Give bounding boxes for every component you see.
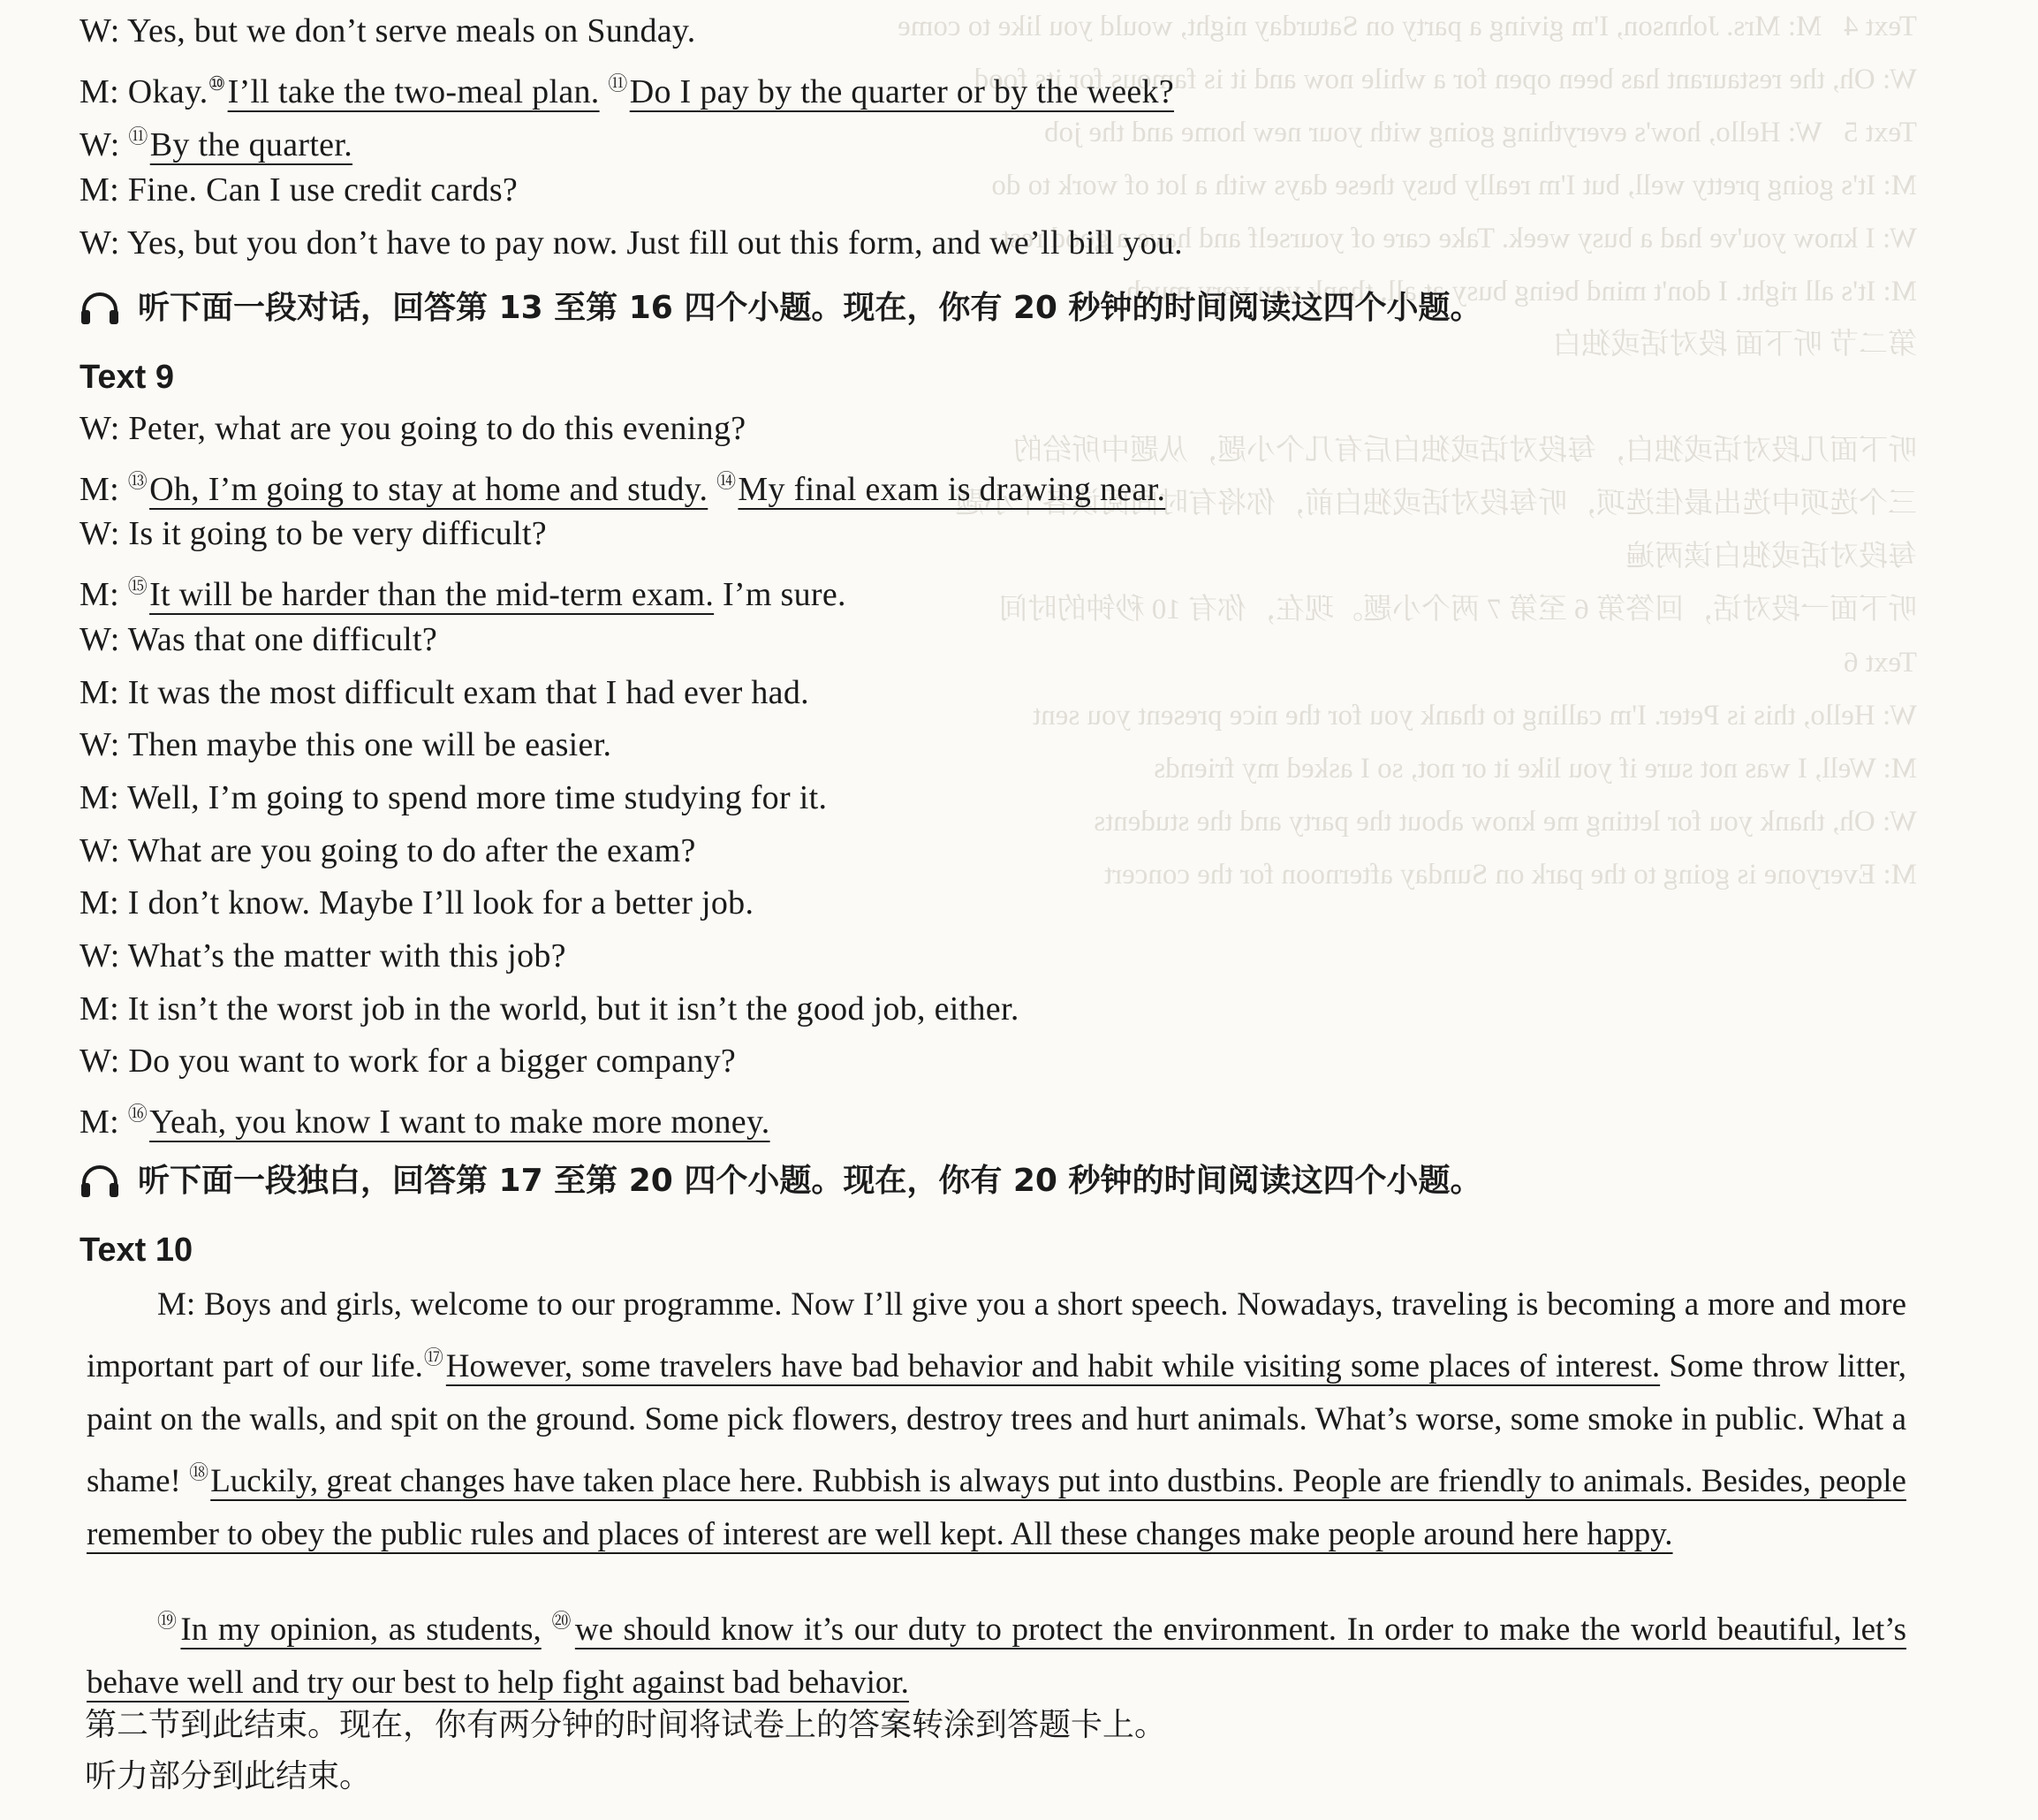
dialogue-line	[80, 64, 1174, 112]
speaker-label: M:	[80, 1103, 128, 1141]
speaker-label: M:	[80, 779, 128, 816]
dialogue-text: Was that one difficult?	[127, 621, 438, 658]
question-marker: ⑪	[608, 72, 628, 95]
dialogue-text: What’s the matter with this job?	[127, 937, 566, 974]
question-marker: ⑰	[422, 1346, 444, 1369]
speaker-label: M:	[80, 171, 128, 209]
question-marker: ⑳	[551, 1610, 573, 1632]
instruction-text: 听下面一段对话，回答第 13 至第 16 四个小题。现在，你有 20 秒钟的时间阅读这四个小题。	[138, 290, 1482, 326]
dialogue-line	[80, 223, 1183, 263]
dialogue-line	[80, 619, 437, 660]
dialogue-text: Yes, but we don’t serve meals on Sunday.	[127, 12, 696, 49]
answer-cue-text: we should know it’s our duty to protect the environment. In order to make the world beautiful, let’s behave well and try our best to help fight against bad behavior.	[87, 1611, 1906, 1701]
listening-instruction	[80, 288, 1482, 329]
dialogue-line	[80, 989, 1019, 1029]
speaker-label: W:	[80, 126, 129, 163]
dialogue-text: Okay.	[127, 73, 208, 110]
listening-instruction	[80, 1161, 1482, 1202]
question-marker: ⑮	[127, 575, 148, 597]
dialogue-line	[80, 724, 611, 765]
monologue-paragraph	[87, 1278, 1906, 1561]
answer-cue-text: Yeah, you know I want to make more money.	[149, 1103, 770, 1141]
speaker-label: W:	[80, 410, 129, 447]
dialogue-text: M: Boys and girls, welcome to our programme. Now I’ll give you a short speech. Nowadays, traveling is becoming a more and more important part of our life.	[87, 1286, 1906, 1384]
instruction-text: 听下面一段独白，回答第 17 至第 20 四个小题。现在，你有 20 秒钟的时间阅读这四个小题。	[138, 1163, 1482, 1199]
question-marker: ⑩	[208, 72, 226, 95]
speaker-label: W:	[80, 726, 128, 763]
dialogue-line	[80, 672, 809, 713]
speaker-label: W:	[80, 515, 129, 552]
speaker-label: M:	[80, 674, 128, 711]
dialogue-text: I don’t know. Maybe I’ll look for a better job.	[127, 884, 754, 921]
question-marker: ⑭	[716, 470, 737, 492]
answer-cue-text: It will be harder than the mid-term exam.	[149, 576, 715, 613]
answer-cue-text: Oh, I’m going to stay at home and study.	[149, 471, 708, 508]
dialogue-text: Do you want to work for a bigger company?	[128, 1043, 737, 1080]
section-heading: Text 9	[80, 359, 175, 396]
dialogue-line	[80, 513, 547, 554]
dialogue-line	[80, 408, 746, 449]
dialogue-line	[80, 566, 846, 615]
speaker-label: M:	[80, 576, 128, 613]
dialogue-text: It was the most difficult exam that I had ever had.	[127, 674, 809, 711]
answer-cue-text: Do I pay by the quarter or by the week?	[629, 73, 1175, 110]
dialogue-text: Yes, but you don’t have to pay now. Just fill out this form, and we’ll bill you.	[127, 224, 1183, 262]
bleed-through-text: Text 4 M: Mrs. Johnson, I'm giving a party on Saturday night, would you like to come W: Oh, the restaurant has been open for a while now and it is famous for its food Text 5 W: Hello, how's everything going with your new home and the job M: It's going pretty well, but I'm really busy these days with a lot of work to do W: I know you've had a busy week. Take care of yourself and have a good rest M: It's all right. I don't mind being busy at all, thank you very much 第二节 听下面 段对话或独白 听下面几段对话或独白，每段对话或独白后有几个小题，从题中所给的 三个选项中选出最佳选项，听每段对话或独白前，你将有时间阅读各个小题 每段对话或独白读两遍 听下面一段对话，回答第 6 至第 7 两个小题。现在，你有 10 秒钟的时间 Text 6 W: Hello, this is Peter. I'm calling to thank you for the nice present you sent M: Well, I was not sure if you like it or not, so I asked my friends W: Oh, thank you for letting me know about the party and the students M: Everyone is going to the park on Sunday afternoon for the concert	[898, 11, 1917, 891]
dialogue-line	[80, 117, 352, 165]
answer-cue-text: By the quarter.	[149, 126, 353, 163]
answer-cue-text: However, some travelers have bad behavior and habit while visiting some places of interest.	[445, 1348, 1661, 1384]
dialogue-line	[80, 830, 696, 871]
dialogue-text: Peter, what are you going to do this evening?	[128, 410, 746, 447]
dialogue-text: What are you going to do after the exam?	[127, 832, 696, 869]
speaker-label: M:	[80, 73, 128, 110]
dialogue-text	[708, 471, 716, 508]
speaker-label: W:	[80, 937, 128, 974]
speaker-label: W:	[80, 224, 128, 262]
headphone-icon	[80, 1164, 120, 1199]
headphone-icon	[80, 291, 120, 326]
speaker-label: M:	[80, 990, 128, 1028]
dialogue-text	[600, 73, 609, 110]
dialogue-line	[80, 461, 1165, 510]
speaker-label: M:	[80, 884, 128, 921]
dialogue-text: I’m sure.	[714, 576, 846, 613]
dialogue-text: Some throw litter, paint on the walls, and spit on the ground. Some pick flowers, destroy trees and hurt animals. What’s worse, some smoke in public. What a shame!	[87, 1348, 1906, 1499]
question-marker: ⑲	[157, 1610, 179, 1632]
answer-cue-text: I’ll take the two-meal plan.	[227, 73, 600, 110]
dialogue-line	[80, 1094, 770, 1142]
dialogue-line	[80, 777, 827, 818]
speaker-label: W:	[80, 621, 128, 658]
answer-cue-text: My final exam is drawing near.	[738, 471, 1166, 508]
speaker-label: W:	[80, 12, 128, 49]
dialogue-text	[542, 1611, 552, 1648]
dialogue-text: Well, I’m going to spend more time studying for it.	[127, 779, 828, 816]
question-marker: ⑯	[127, 1103, 148, 1125]
dialogue-text: Is it going to be very difficult?	[128, 515, 547, 552]
dialogue-text: Then maybe this one will be easier.	[127, 726, 612, 763]
question-marker: ⑬	[127, 470, 148, 492]
question-marker: ⑱	[189, 1461, 209, 1483]
section-heading: Text 10	[80, 1232, 193, 1269]
question-marker: ⑪	[128, 125, 148, 148]
answer-cue-text: In my opinion, as students,	[180, 1611, 542, 1648]
monologue-paragraph	[87, 1595, 1906, 1710]
closing-note: 第二节到此结束。现在，你有两分钟的时间将试卷上的答案转涂到答题卡上。	[85, 1707, 1167, 1743]
dialogue-text: Fine. Can I use credit cards?	[127, 171, 519, 209]
dialogue-line	[80, 11, 696, 51]
dialogue-text: It isn’t the worst job in the world, but it isn’t the good job, either.	[127, 990, 1019, 1028]
dialogue-line	[80, 1041, 736, 1081]
speaker-label: W:	[80, 832, 128, 869]
speaker-label: M:	[80, 471, 128, 508]
speaker-label: W:	[80, 1043, 129, 1080]
closing-note: 听力部分到此结束。	[85, 1758, 372, 1794]
dialogue-line	[80, 170, 518, 210]
answer-cue-text: Luckily, great changes have taken place here. Rubbish is always put into dustbins. People are friendly to animals. Besides, people remember to obey the public rules and places of interest are well kept. All these changes make people around here happy.	[87, 1463, 1906, 1552]
dialogue-line	[80, 936, 566, 976]
dialogue-line	[80, 883, 754, 923]
